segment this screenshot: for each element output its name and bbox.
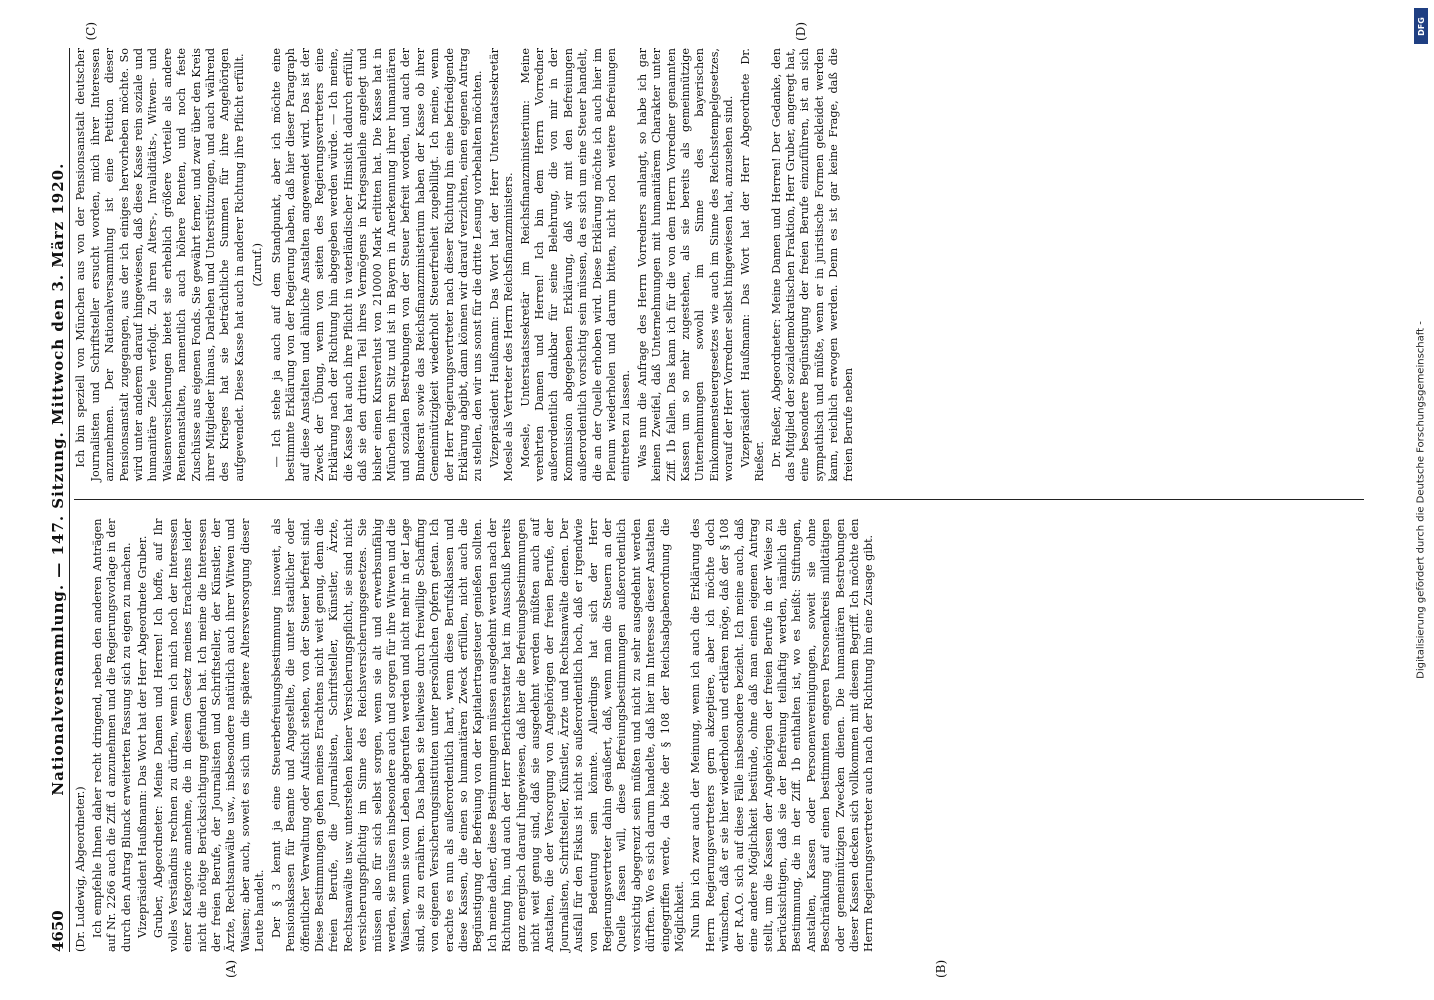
paragraph: (Zuruf.) <box>251 242 265 287</box>
left-text-column <box>74 518 1364 978</box>
paragraph: Was nun die Anfrage des Herrn Vorredners anlangt, so habe ich gar keinen Zweifel, daß Unternehmungen mit humanitärem Charakter unter Ziff. 1b fallen. Das kann ich für die von dem Herrn Vorredner genannten Kassen um so mehr zugestehen, als sie bereits als gemeinnützige Unternehmungen sowohl im Sinne des bayerischen Einkommensteuergesetzes wie auch im Sinne des Reichsstempelgesetzes, worauf der Herr Vorredner selbst hingewiesen hat, anzusehen sind. <box>635 48 736 482</box>
margin-mark-c: (C) <box>84 22 99 41</box>
paragraph: Vizepräsident Haußmann: Das Wort hat der Herr Abgeordnete Gruber. <box>136 535 150 938</box>
document-page <box>37 20 1397 980</box>
paragraph: Vizepräsident Haußmann: Das Wort hat der Herr Unterstaatssekretär Moesle als Vertreter des Herrn Reichsfinanzministers. <box>487 48 516 482</box>
paragraph: Ich empfehle Ihnen daher recht dringend, neben den anderen Anträgen auf Nr. 2266 auch die Ziff. d anzunehmen und die Regierungsvorlage in der durch den Antrag Blunck erweiterten Fassung sich zu eigen zu machen. <box>90 518 133 952</box>
page-header <box>51 48 70 952</box>
paragraph: (Dr. Ludewig, Abgeordneter.) <box>74 786 88 952</box>
credit-text: Digitalisierung gefördert durch die Deutsche Forschungsgemeinschaft - <box>1415 321 1427 679</box>
paragraph: Dr. Rießer, Abgeordneter: Meine Damen und Herren! Der Gedanke, den das Mitglied der sozialdemokratischen Fraktion, Herr Gruber, angeregt hat, eine besondere Begünstigung der freien Berufe einzuführen, ist an sich sympathisch und müßte, wenn er in juristische Formen gekleidet werden kann, reichlich erwogen werden. Denn es ist gar keine Frage, daß die freien Berufe neben <box>769 48 855 482</box>
paragraph: — Ich stehe ja auch auf dem Standpunkt, aber ich möchte eine bestimmte Erklärung von der Regierung haben, daß hier dieser Paragraph auf diese Anstalten und ähnliche Anstalten angewendet wird. Das ist der Zweck der Übung, wenn von seiten des Regierungsvertreters eine Erklärung nach der Richtung hin abgegeben werden würde. — Ich meine, die Kasse hat auch ihre Pflicht in vaterländischer Hinsicht dadurch erfüllt, daß sie den dritten Teil ihres Vermögens in Kriegsanleihe angelegt und bisher einen Kursverlust von 210000 Mark erlitten hat. Die Kasse hat in München ihren Sitz und ist in Bayern in Anerkennung ihrer humanitären und sozialen Bestrebungen von der Steuer befreit worden, und auch der Bundesrat sowie das Reichsfinanzministerium haben der Kasse ob ihrer Gemeinnützigkeit wiederholt Steuerfreiheit zugebilligt. Ich meine, wenn der Herr Regierungsvertreter nach dieser Richtung hin eine befriedigende Erklärung abgibt, dann können wir darauf verzichten, einen eigenen Antrag zu stellen, den wir uns sonst für die dritte Lesung vorbehalten möchten. <box>269 48 485 482</box>
page-number: 4650 <box>49 910 67 952</box>
paragraph: Vizepräsident Haußmann: Das Wort hat der Herr Abgeordnete Dr. Rießer. <box>738 48 767 482</box>
dfg-logo-icon: DFG <box>1414 8 1428 44</box>
paragraph: Nun bin ich zwar auch der Meinung, wenn ich auch die Erklärung des Herrn Regierungsvertreters gern akzeptiere, aber ich möchte doch wünschen, daß er sie hier wiederholen und erklären möge, daß der § 108 der R.A.O. sich auf diese Fälle insbesondere bezieht. Ich meine auch, daß eine andere Möglichkeit bestünde, ohne daß man einen eigenen Antrag stellt, um die Kassen der Angehörigen der freien Berufe in der Weise zu berücksichtigen, daß sie der Befreiung teilhaftig werden, nämlich die Bestimmung, die in der Ziff. 1b enthalten ist, wo es heißt: Stiftungen, Anstalten, Kassen oder Personenvereinigungen, soweit sie ohne Beschränkung auf einen bestimmten engeren Personenkreis mildtätigen oder gemeinnützigen Zwecken dienen. Die humanitären Bestrebungen dieser Kassen decken sich vollkommen mit diesem Begriff. Ich möchte den Herrn Regierungsvertreter auch nach der Richtung hin eine Zusage gibt. <box>689 518 876 952</box>
margin-mark-d: (D) <box>794 22 809 41</box>
digitization-credit <box>1410 8 1432 992</box>
header-title: Nationalversammlung. — 147. Sitzung. Mittwoch den 3. März 1920. <box>49 162 67 796</box>
paragraph: Moesle, Unterstaatssekretär im Reichsfinanzministerium: Meine verehrten Damen und Herren! Ich bin dem Herrn Vorredner außerordentlich dankbar für seine Belehrung, die von mir in der Kommission abgegebenen Erklärung, daß wir mit den Befreiungen außerordentlich vorsichtig sein müssen, da es sich um eine Steuer handelt, die an der Quelle erhoben wird. Diese Erklärung möchte ich auch hier im Plenum wiederholen und darum bitten, nicht noch weitere Befreiungen eintreten zu lassen. <box>518 48 633 482</box>
margin-mark-a: (A) <box>224 959 239 978</box>
right-text-column <box>74 22 1364 482</box>
paragraph: Der § 3 kennt ja eine Steuerbefreiungsbestimmung insoweit, als Pensionskassen für Beamte und Angestellte, die unter staatlicher oder öffentlicher Verwaltung oder Aufsicht stehen, von der Steuer befreit sind. Diese Bestimmungen gehen meines Erachtens nicht weit genug, denn die freien Berufe, die Journalisten, Schriftsteller, Künstler, Ärzte, Rechtsanwälte usw. unterstehen keiner Versicherungspflicht, sie sind nicht versicherungspflichtig im Sinne des Reichsversicherungsgesetzes. Sie müssen also für sich selbst sorgen, wenn sie alt und erwerbsunfähig werden, sie müssen insbesondere auch und sorgen für ihre Witwen und die Waisen, wenn sie vom Leben abgerufen werden und nicht mehr in der Lage sind, sie zu ernähren. Das haben sie teilweise durch freiwillige Schaffung von eigenen Versicherungsinstituten unter persönlichen Opfern getan. Ich erachte es nun als außerordentlich hart, wenn diese Berufsklassen und diese Kassen, die einen so humanitären Zweck erfüllen, nicht auch die Begünstigung der Befreiung von der Kapitalertragsteuer genießen sollten. Ich meine daher, diese Bestimmungen müssen ausgedehnt werden nach der Richtung hin, und auch der Herr Berichterstatter hat im Ausschuß bereits ganz energisch darauf hingewiesen, daß hier die Befreiungsbestimmungen nicht weit genug sind, daß sie ausgedehnt werden müßten auch auf Anstalten, die der Versorgung von Angehörigen der freien Berufe, der Journalisten, Schriftsteller, Künstler, Ärzte und Rechtsanwälte dienen. Der Ausfall für den Fiskus ist nicht so außerordentlich hoch, daß er irgendwie von Bedeutung sein könnte. Allerdings hat sich der Herr Regierungsvertreter dahin geäußert, daß, wenn man die Steuern an der Quelle fassen will, diese Befreiungsbestimmungen außerordentlich vorsichtig abgegrenzt sein müßten und nicht zu sehr ausgedehnt werden dürften. Wo es sich darum handelte, daß hier im Interesse dieser Anstalten eingegriffen werde, da böte der § 108 der Reichsabgabenordnung die Möglichkeit. <box>269 518 687 952</box>
column-divider <box>74 500 1364 501</box>
margin-mark-b: (B) <box>934 959 949 978</box>
paragraph: Ich bin speziell von München aus von der Pensionsanstalt deutscher Journalisten und Schriftsteller ersucht worden, mich ihrer Interessen anzunehmen. Der Nationalversammlung ist eine Petition dieser Pensionsanstalt zugegangen, aus der ich einiges hervorheben möchte. So wird unter anderem darauf hingewiesen, daß diese Kasse rein soziale und humanitäre Ziele verfolgt. Zu ihren Alters-, Invaliditäts-, Witwen- und Waisenversicherungen bietet sie erheblich größere Vorteile als andere Rentenanstalten, namentlich auch höhere Renten, und noch feste Zuschüsse aus eigenen Fonds. Sie gewährt ferner, und zwar über den Kreis ihrer Mitglieder hinaus, Darlehen und Unterstützungen, und auch während des Krieges hat sie beträchtliche Summen für ihre Angehörigen aufgewendet. Diese Kasse hat auch in anderer Richtung ihre Pflicht erfüllt. <box>74 48 246 482</box>
paragraph: Gruber, Abgeordneter: Meine Damen und Herren! Ich hoffe, auf Ihr volles Verständnis rechnen zu dürfen, wenn ich mich noch der Interessen einer Kategorie annehme, die in diesem Gesetz meines Erachtens leider nicht die nötige Berücksichtigung gefunden hat. Ich meine die Interessen der freien Berufe, der Journalisten und Schriftsteller, der Künstler, der Ärzte, Rechtsanwälte usw., insbesondere natürlich auch ihrer Witwen und Waisen; aber auch, soweit es sich um die spätere Altersversorgung dieser Leute handelt. <box>152 518 267 952</box>
